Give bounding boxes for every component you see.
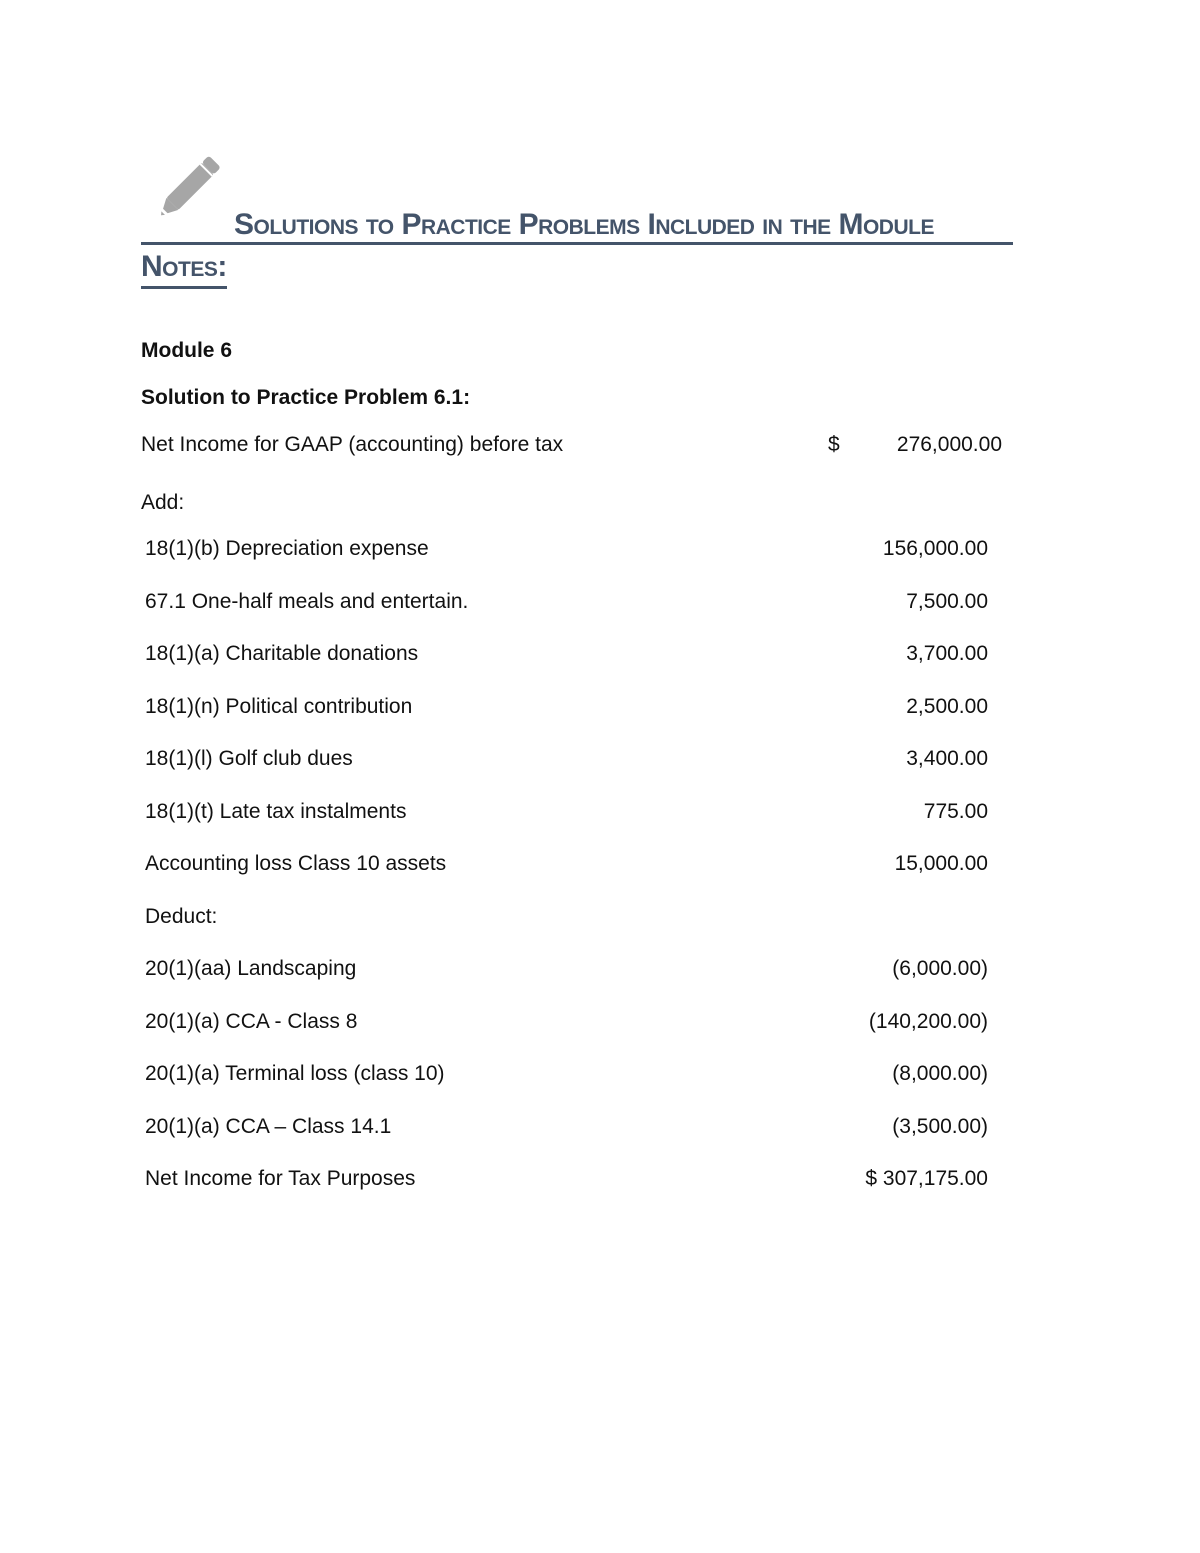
add-item-amount: 156,000.00	[882, 537, 988, 560]
deduct-item-label: 20(1)(a) Terminal loss (class 10)	[145, 1062, 445, 1085]
module-title: Module 6	[141, 339, 233, 362]
deduct-item-amount: (140,200.00)	[868, 1010, 988, 1033]
add-item-label: 18(1)(a) Charitable donations	[145, 642, 419, 665]
deduct-item-amount: (3,500.00)	[892, 1115, 988, 1138]
deduct-item-label: 20(1)(aa) Landscaping	[145, 957, 357, 980]
heading-subtitle-underline	[141, 250, 227, 289]
add-item-amount: 7,500.00	[906, 590, 988, 613]
add-label: Add:	[141, 491, 185, 514]
heading-title-underline	[141, 206, 1013, 245]
heading-title: Solutions to Practice Problems Included in the Module	[234, 208, 934, 241]
add-item-amount: 3,400.00	[906, 747, 988, 770]
add-item-label: 67.1 One-half meals and entertain.	[145, 590, 469, 613]
add-item-amount: 2,500.00	[906, 695, 988, 718]
deduct-item-amount: (8,000.00)	[892, 1062, 988, 1085]
add-item-amount: 3,700.00	[906, 642, 988, 665]
problem-title: Solution to Practice Problem 6.1:	[141, 386, 471, 409]
net-income-tax-label: Net Income for Tax Purposes	[145, 1167, 416, 1190]
heading-subtitle: Notes:	[141, 250, 227, 283]
add-item-label: 18(1)(t) Late tax instalments	[145, 800, 407, 823]
net-income-tax-amount: $ 307,175.00	[865, 1167, 988, 1190]
add-item-label: Accounting loss Class 10 assets	[145, 852, 447, 875]
net-income-gaap-label: Net Income for GAAP (accounting) before tax	[141, 433, 564, 456]
net-income-gaap-currency: $	[828, 433, 840, 456]
deduct-label: Deduct:	[145, 905, 218, 928]
net-income-gaap-amount: 276,000.00	[896, 433, 1002, 456]
deduct-item-label: 20(1)(a) CCA – Class 14.1	[145, 1115, 392, 1138]
deduct-item-label: 20(1)(a) CCA - Class 8	[145, 1010, 358, 1033]
add-item-label: 18(1)(l) Golf club dues	[145, 747, 353, 770]
deduct-item-amount: (6,000.00)	[892, 957, 988, 980]
add-item-label: 18(1)(n) Political contribution	[145, 695, 413, 718]
add-item-amount: 775.00	[923, 800, 988, 823]
add-item-label: 18(1)(b) Depreciation expense	[145, 537, 429, 560]
add-item-amount: 15,000.00	[894, 852, 988, 875]
